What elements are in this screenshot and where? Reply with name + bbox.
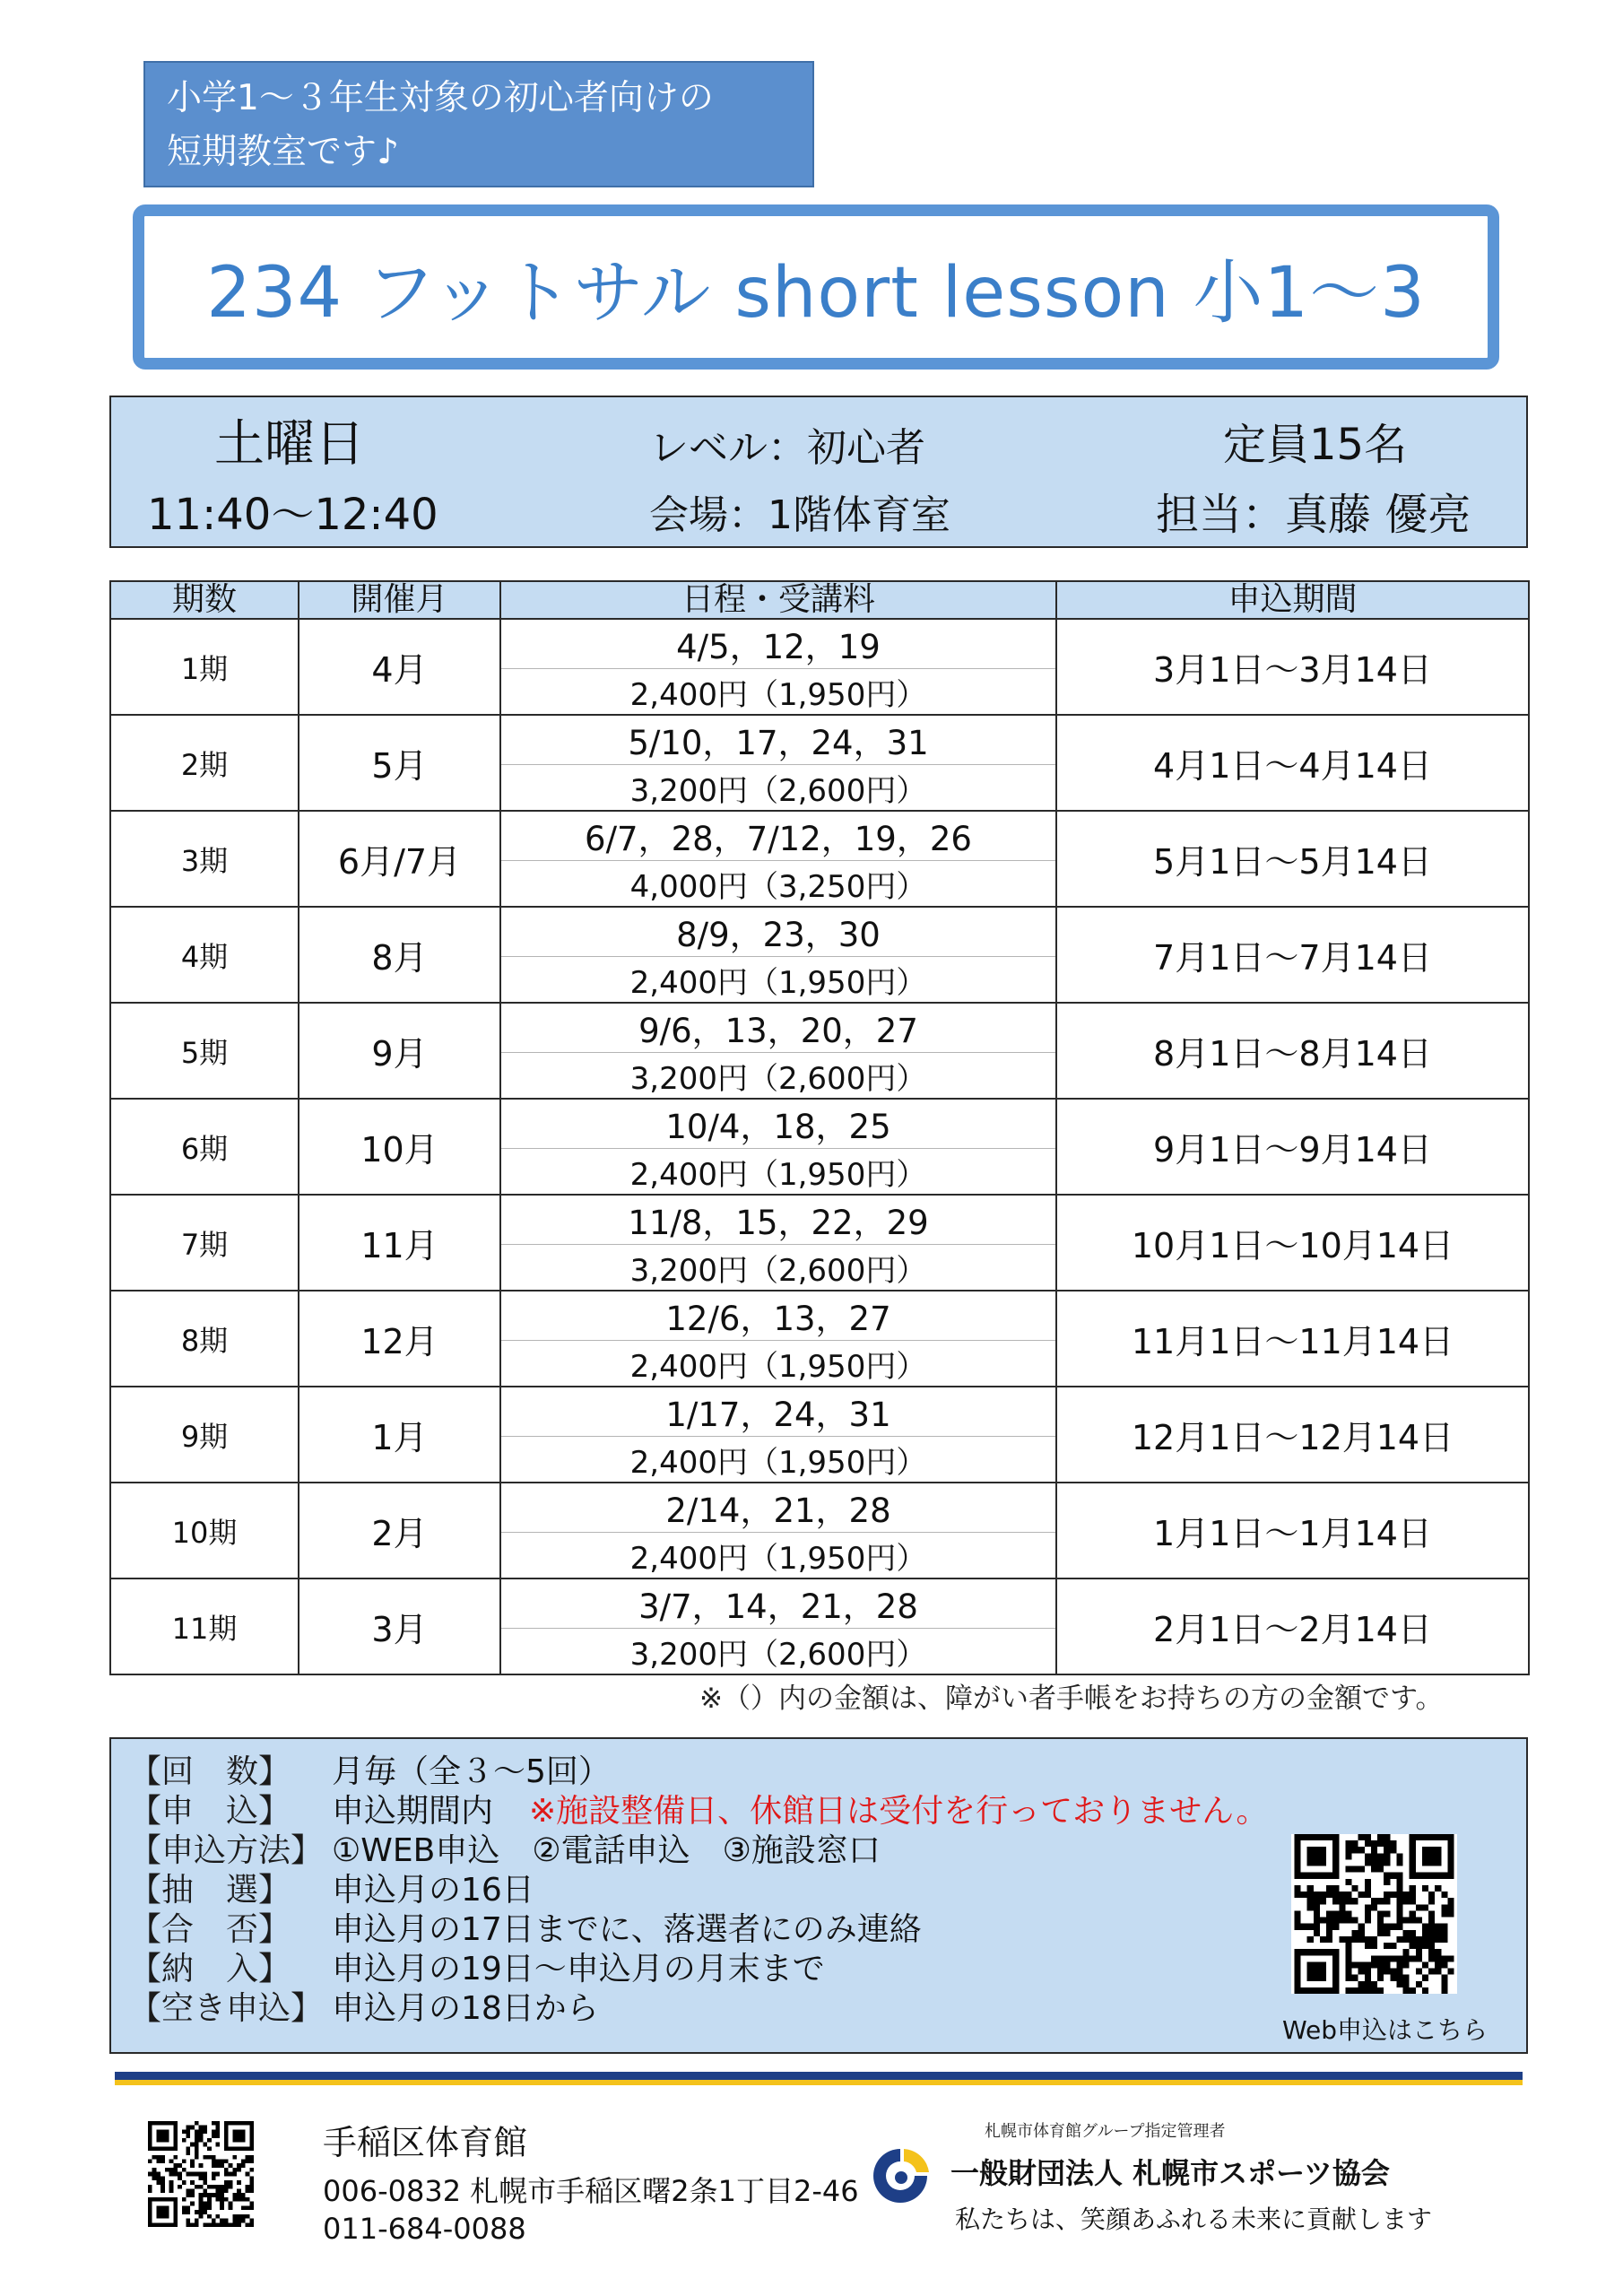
cell-dates: 9/6，13，20，27: [501, 1004, 1055, 1053]
cell-fee: 3,200円（2,600円）: [629, 1252, 927, 1289]
gym-name: 手稲区体育館: [323, 2123, 528, 2162]
cell-application-period: 1月1日～1月14日: [1056, 1483, 1529, 1578]
cell-fee: 3,200円（2,600円）: [629, 772, 927, 809]
table-row: [110, 811, 1529, 907]
cell-month: 5月: [299, 715, 500, 811]
class-level: レベル：初心者: [649, 425, 925, 471]
cell-dates: 1/17，24，31: [501, 1387, 1055, 1437]
gym-qr-code[interactable]: [148, 2121, 254, 2227]
detail-value: 申込月の16日: [332, 1872, 534, 1909]
class-info-panel: [109, 396, 1528, 548]
header-schedule-fee: 日程・受講料: [500, 581, 1056, 619]
detail-key: 【申 込】: [129, 1793, 291, 1830]
cell-application-period: 2月1日～2月14日: [1056, 1578, 1529, 1674]
class-day: 土曜日: [214, 415, 365, 474]
cell-term: 6期: [110, 1099, 299, 1195]
header-term: 期数: [110, 581, 299, 619]
cell-month: 3月: [299, 1578, 500, 1674]
detail-key: 【抽 選】: [129, 1872, 291, 1909]
detail-row: [129, 1793, 1268, 1831]
cell-term: 3期: [110, 811, 299, 907]
cell-term: 5期: [110, 1003, 299, 1099]
cell-month: 11月: [299, 1195, 500, 1291]
cell-application-period: 4月1日～4月14日: [1056, 715, 1529, 811]
header-application-period: 申込期間: [1056, 581, 1529, 619]
cell-month: 12月: [299, 1291, 500, 1387]
intro-line-1: 小学1～３年生対象の初心者向けの: [167, 78, 714, 118]
cell-application-period: 5月1日～5月14日: [1056, 811, 1529, 907]
web-qr-label: Web申込はこちら: [1282, 2015, 1488, 2045]
gym-phone: 011-684-0088: [323, 2212, 526, 2246]
gym-address: 006-0832 札幌市手稲区曙2条1丁目2-46: [323, 2174, 859, 2208]
detail-value: ①WEB申込 ②電話申込 ③施設窓口: [332, 1832, 881, 1869]
cell-term: 7期: [110, 1195, 299, 1291]
cell-fee: 2,400円（1,950円）: [629, 1540, 927, 1577]
detail-value: 申込月の18日から: [332, 1990, 599, 2027]
cell-dates: 4/5，12，19: [501, 620, 1055, 669]
cell-term: 8期: [110, 1291, 299, 1387]
table-row: [110, 1291, 1529, 1387]
cell-month: 1月: [299, 1387, 500, 1483]
cell-month: 8月: [299, 907, 500, 1003]
detail-row: [129, 1951, 825, 1988]
cell-application-period: 8月1日～8月14日: [1056, 1003, 1529, 1099]
detail-key: 【申込方法】: [129, 1832, 324, 1869]
table-row: [110, 715, 1529, 811]
table-row: [110, 1195, 1529, 1291]
cell-month: 6月/7月: [299, 811, 500, 907]
header-month: 開催月: [299, 581, 500, 619]
detail-row: [129, 1832, 881, 1870]
detail-warning-note: ※施設整備日、休館日は受付を行っておりません。: [529, 1793, 1269, 1830]
table-row: [110, 1483, 1529, 1578]
cell-fee: 2,400円（1,950円）: [629, 1348, 927, 1385]
association-name: 一般財団法人 札幌市スポーツ協会: [950, 2156, 1390, 2190]
cell-schedule-fee: [500, 811, 1056, 907]
cell-fee: 3,200円（2,600円）: [629, 1060, 927, 1097]
cell-schedule-fee: [500, 619, 1056, 715]
cell-dates: 6/7，28，7/12，19，26: [501, 812, 1055, 861]
association-logo-icon: [868, 2145, 933, 2205]
cell-month: 4月: [299, 619, 500, 715]
cell-schedule-fee: [500, 1003, 1056, 1099]
cell-application-period: 3月1日～3月14日: [1056, 619, 1529, 715]
title-box: [133, 204, 1499, 370]
detail-row: [129, 1753, 611, 1791]
cell-application-period: 12月1日～12月14日: [1056, 1387, 1529, 1483]
detail-value: 申込月の17日までに、落選者にのみ連絡: [332, 1911, 922, 1948]
class-time: 11:40～12:40: [147, 490, 438, 540]
detail-row: [129, 1872, 534, 1909]
cell-fee: 2,400円（1,950円）: [629, 1156, 927, 1193]
page-title: 234 フットサル short lesson 小1～3: [206, 253, 1426, 334]
detail-value: 申込月の19日～申込月の月末まで: [332, 1951, 825, 1987]
cell-schedule-fee: [500, 715, 1056, 811]
cell-schedule-fee: [500, 1099, 1056, 1195]
cell-application-period: 7月1日～7月14日: [1056, 907, 1529, 1003]
schedule-table: [109, 580, 1530, 1675]
cell-term: 11期: [110, 1578, 299, 1674]
class-venue: 会場：1階体育室: [649, 492, 950, 538]
cell-fee: 4,000円（3,250円）: [629, 868, 927, 905]
cell-schedule-fee: [500, 1387, 1056, 1483]
cell-month: 2月: [299, 1483, 500, 1578]
cell-term: 4期: [110, 907, 299, 1003]
detail-key: 【納 入】: [129, 1951, 291, 1987]
cell-fee: 2,400円（1,950円）: [629, 964, 927, 1001]
cell-dates: 10/4，18，25: [501, 1100, 1055, 1149]
table-row: [110, 1003, 1529, 1099]
detail-value: 月毎（全３～5回）: [332, 1753, 611, 1790]
table-header-row: [110, 581, 1529, 619]
cell-term: 2期: [110, 715, 299, 811]
table-row: [110, 1387, 1529, 1483]
cell-term: 10期: [110, 1483, 299, 1578]
cell-schedule-fee: [500, 1483, 1056, 1578]
cell-fee: 2,400円（1,950円）: [629, 676, 927, 713]
cell-term: 1期: [110, 619, 299, 715]
cell-month: 9月: [299, 1003, 500, 1099]
detail-row: [129, 1911, 922, 1949]
cell-dates: 8/9，23，30: [501, 908, 1055, 957]
association-note: 札幌市体育館グループ指定管理者: [985, 2122, 1226, 2141]
table-row: [110, 1099, 1529, 1195]
table-row: [110, 1578, 1529, 1674]
footer-divider-yellow: [115, 2080, 1523, 2085]
class-staff: 担当：真藤 優亮: [1156, 490, 1471, 540]
intro-badge: [143, 61, 814, 187]
cell-dates: 11/8，15，22，29: [501, 1196, 1055, 1245]
cell-schedule-fee: [500, 1195, 1056, 1291]
footer-divider-blue: [115, 2072, 1523, 2080]
cell-application-period: 11月1日～11月14日: [1056, 1291, 1529, 1387]
cell-application-period: 10月1日～10月14日: [1056, 1195, 1529, 1291]
table-row: [110, 619, 1529, 715]
cell-dates: 12/6，13，27: [501, 1292, 1055, 1341]
cell-fee: 2,400円（1,950円）: [629, 1444, 927, 1481]
detail-value: 申込期間内: [332, 1793, 494, 1830]
web-application-qr-code[interactable]: [1291, 1834, 1457, 1994]
cell-schedule-fee: [500, 1291, 1056, 1387]
cell-dates: 2/14，21，28: [501, 1483, 1055, 1533]
fee-footnote: ※（）内の金額は、障がい者手帳をお持ちの方の金額です。: [699, 1683, 1444, 1715]
cell-schedule-fee: [500, 1578, 1056, 1674]
cell-application-period: 9月1日～9月14日: [1056, 1099, 1529, 1195]
detail-key: 【合 否】: [129, 1911, 291, 1948]
detail-row: [129, 1990, 599, 2028]
table-row: [110, 907, 1529, 1003]
class-capacity: 定員15名: [1223, 420, 1408, 470]
cell-schedule-fee: [500, 907, 1056, 1003]
cell-month: 10月: [299, 1099, 500, 1195]
intro-line-2: 短期教室です♪: [167, 132, 399, 172]
cell-term: 9期: [110, 1387, 299, 1483]
detail-key: 【回 数】: [129, 1753, 291, 1790]
cell-fee: 3,200円（2,600円）: [629, 1636, 927, 1673]
association-slogan: 私たちは、笑顔あふれる未来に貢献します: [955, 2205, 1433, 2234]
cell-dates: 5/10，17，24，31: [501, 716, 1055, 765]
detail-key: 【空き申込】: [129, 1990, 324, 2027]
cell-dates: 3/7，14，21，28: [501, 1579, 1055, 1629]
